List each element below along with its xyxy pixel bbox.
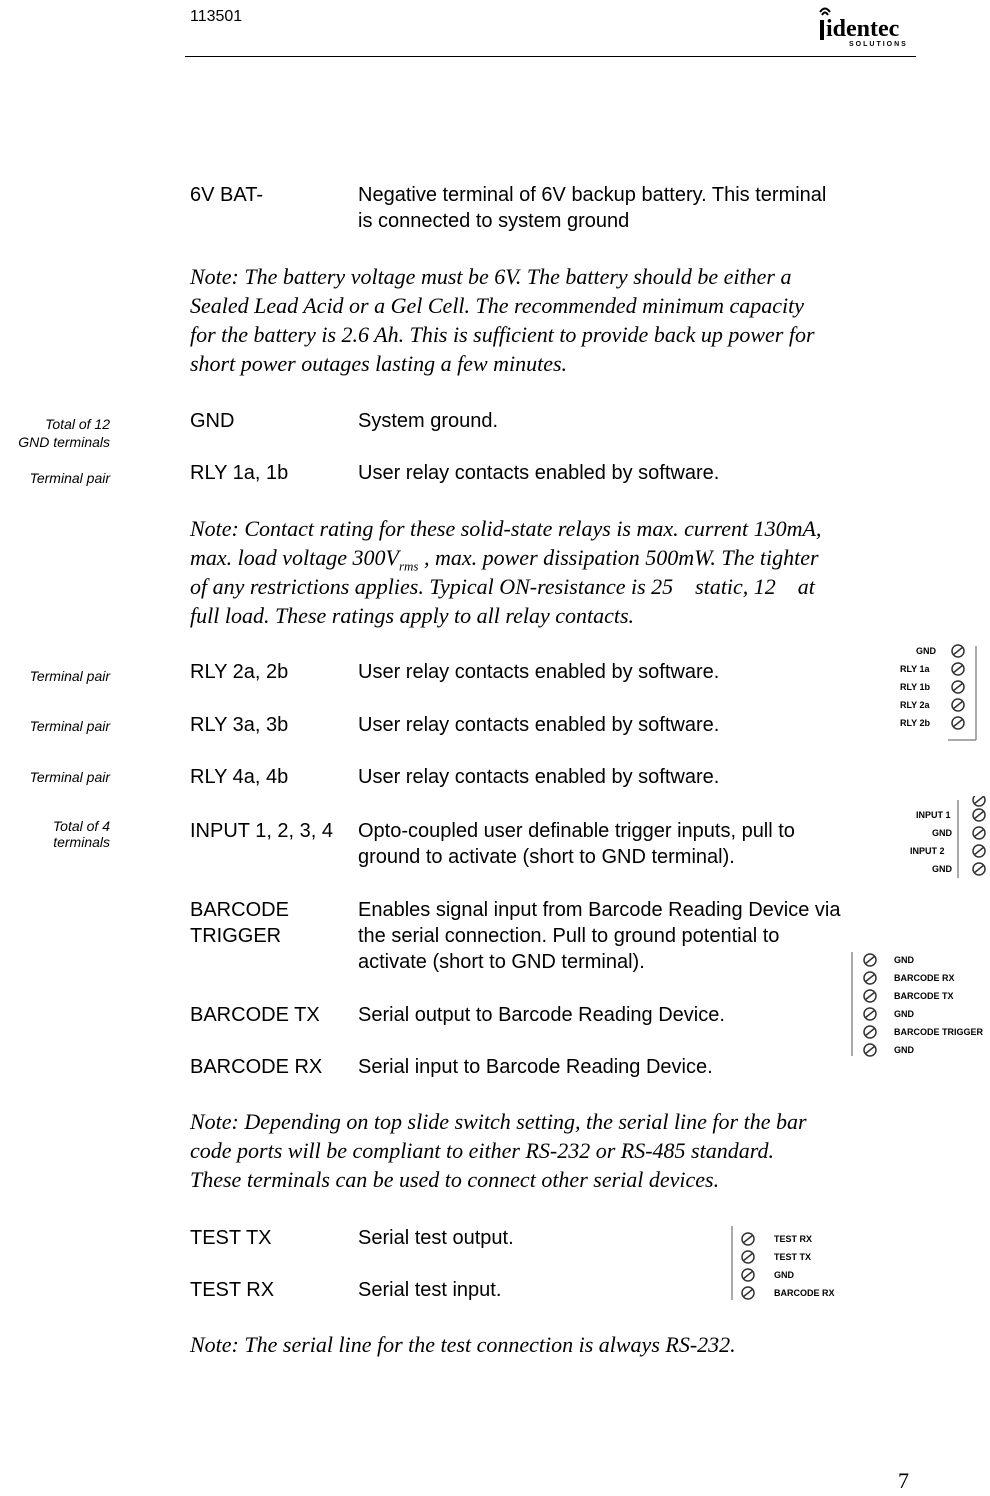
barcode-terminal-labels bbox=[894, 955, 984, 1055]
terminal-label: GND bbox=[894, 1045, 914, 1055]
input-terminal-labels bbox=[910, 810, 953, 874]
note-barcode-line3: These terminals can be used to connect other serial devices. bbox=[190, 1167, 720, 1192]
terminal-label: TEST RX bbox=[774, 1234, 813, 1244]
terminal-label: RLY 1a bbox=[900, 664, 930, 674]
screw-terminal-icon bbox=[973, 796, 985, 875]
screw-terminal-icon bbox=[864, 954, 876, 1056]
desc-test-tx: Serial test output. bbox=[358, 1227, 514, 1249]
terminal-label: BARCODE RX bbox=[894, 973, 955, 983]
term-test-rx: TEST RX bbox=[190, 1279, 275, 1301]
note-relay-line2-pre: max. load voltage 300V bbox=[190, 545, 399, 570]
terminal-label: INPUT 1 bbox=[916, 810, 951, 820]
desc-rly4: User relay contacts enabled by software. bbox=[358, 766, 720, 788]
note-battery-line1: Note: The battery voltage must be 6V. The battery should be either a bbox=[190, 264, 792, 289]
desc-rly2: User relay contacts enabled by software. bbox=[358, 661, 720, 683]
terminal-label: GND bbox=[774, 1270, 794, 1280]
logo-subtext: SOLUTIONS bbox=[849, 41, 908, 48]
term-gnd: GND bbox=[190, 410, 235, 432]
desc-barcode-trigger-line1: Enables signal input from Barcode Reading Device via bbox=[358, 899, 841, 921]
term-rly2: RLY 2a, 2b bbox=[190, 661, 289, 683]
logo-wave-icon bbox=[820, 9, 830, 16]
terminal-label: RLY 1b bbox=[900, 682, 931, 692]
document-number: 113501 bbox=[190, 8, 243, 25]
desc-gnd: System ground. bbox=[358, 410, 499, 432]
desc-rly1: User relay contacts enabled by software. bbox=[358, 462, 720, 484]
term-barcode-trigger-line1: BARCODE bbox=[190, 899, 289, 921]
term-bat: 6V BAT- bbox=[190, 184, 263, 206]
terminal-label: GND bbox=[894, 955, 914, 965]
desc-barcode-trigger-line3: activate (short to GND terminal). bbox=[358, 951, 645, 973]
logo-wordmark: identec bbox=[826, 16, 900, 42]
test-terminal-diagram bbox=[728, 1224, 848, 1309]
margin-note-rly3: Terminal pair bbox=[29, 718, 110, 734]
desc-barcode-tx: Serial output to Barcode Reading Device. bbox=[358, 1004, 725, 1026]
term-rly4: RLY 4a, 4b bbox=[190, 766, 289, 788]
desc-barcode-rx: Serial input to Barcode Reading Device. bbox=[358, 1056, 713, 1078]
margin-note-inputs-line2: terminals bbox=[53, 834, 110, 847]
note-relay-line2-post: , max. power dissipation 500mW. The tighter bbox=[418, 545, 819, 570]
note-relay-line1: Note: Contact rating for these solid-state relays is max. current 130mA, bbox=[190, 516, 822, 541]
note-barcode-line2: code ports will be compliant to either RS-232 or RS-485 standard. bbox=[190, 1138, 774, 1163]
note-battery-line4: short power outages lasting a few minutes. bbox=[190, 351, 568, 376]
note-barcode-line1: Note: Depending on top slide switch setting, the serial line for the bar bbox=[190, 1109, 807, 1134]
note-relay-line3: of any restrictions applies. Typical ON-resistance is 25 static, 12 at bbox=[190, 574, 815, 599]
margin-note-gnd-line1: Total of 12 bbox=[45, 416, 110, 432]
input-terminal-diagram bbox=[908, 796, 990, 885]
note-relay-line2-sub: rms bbox=[398, 558, 419, 574]
margin-note-rly2: Terminal pair bbox=[29, 668, 110, 684]
header-rule bbox=[185, 56, 916, 57]
terminal-label: BARCODE RX bbox=[774, 1288, 835, 1298]
test-terminal-labels bbox=[774, 1234, 835, 1298]
term-test-tx: TEST TX bbox=[190, 1227, 272, 1249]
desc-bat-line1: Negative terminal of 6V backup battery. This terminal bbox=[358, 184, 827, 206]
desc-barcode-trigger-line2: the serial connection. Pull to ground potential to bbox=[358, 925, 780, 947]
terminal-label: RLY 2a bbox=[900, 700, 930, 710]
margin-note-gnd-line2: GND terminals bbox=[18, 434, 110, 450]
term-barcode-trigger-line2: TRIGGER bbox=[190, 925, 282, 947]
desc-input-line2: ground to activate (short to GND terminal). bbox=[358, 846, 735, 868]
term-rly3: RLY 3a, 3b bbox=[190, 714, 289, 736]
term-input: INPUT 1, 2, 3, 4 bbox=[190, 820, 334, 842]
terminal-label: BARCODE TX bbox=[894, 991, 954, 1001]
terminal-label: GND bbox=[916, 646, 936, 656]
screw-terminal-icon bbox=[742, 1233, 754, 1299]
margin-note-inputs-line1: Total of 4 bbox=[52, 818, 110, 834]
relay-terminal-labels bbox=[900, 646, 937, 728]
term-barcode-tx: BARCODE TX bbox=[190, 1004, 320, 1026]
note-relay-line4: full load. These ratings apply to all relay contacts. bbox=[190, 603, 635, 628]
barcode-terminal-diagram bbox=[848, 950, 990, 1065]
desc-test-rx: Serial test input. bbox=[358, 1279, 502, 1301]
terminal-label: RLY 2b bbox=[900, 718, 931, 728]
terminal-label: GND bbox=[932, 864, 952, 874]
note-test: Note: The serial line for the test connection is always RS-232. bbox=[190, 1332, 736, 1357]
relay-terminal-diagram bbox=[896, 644, 980, 747]
terminal-label: TEST TX bbox=[774, 1252, 812, 1262]
desc-rly3: User relay contacts enabled by software. bbox=[358, 714, 720, 736]
identec-logo bbox=[815, 2, 915, 48]
term-rly1: RLY 1a, 1b bbox=[190, 462, 289, 484]
terminal-label: GND bbox=[932, 828, 952, 838]
note-battery-line3: for the battery is 2.6 Ah. This is sufficient to provide back up power for bbox=[190, 322, 815, 347]
logo-i-stem bbox=[820, 20, 824, 40]
page-number: 7 bbox=[898, 1468, 909, 1493]
term-barcode-rx: BARCODE RX bbox=[190, 1056, 323, 1078]
margin-note-rly4: Terminal pair bbox=[29, 769, 110, 785]
desc-input-line1: Opto-coupled user definable trigger inputs, pull to bbox=[358, 820, 795, 842]
terminal-label: GND bbox=[894, 1009, 914, 1019]
terminal-label: INPUT 2 bbox=[910, 846, 945, 856]
margin-note-rly1: Terminal pair bbox=[29, 470, 110, 486]
note-battery-line2: Sealed Lead Acid or a Gel Cell. The recommended minimum capacity bbox=[190, 293, 805, 318]
terminal-label: BARCODE TRIGGER bbox=[894, 1027, 984, 1037]
screw-terminal-icon bbox=[952, 645, 964, 729]
desc-bat-line2: is connected to system ground bbox=[358, 210, 630, 232]
